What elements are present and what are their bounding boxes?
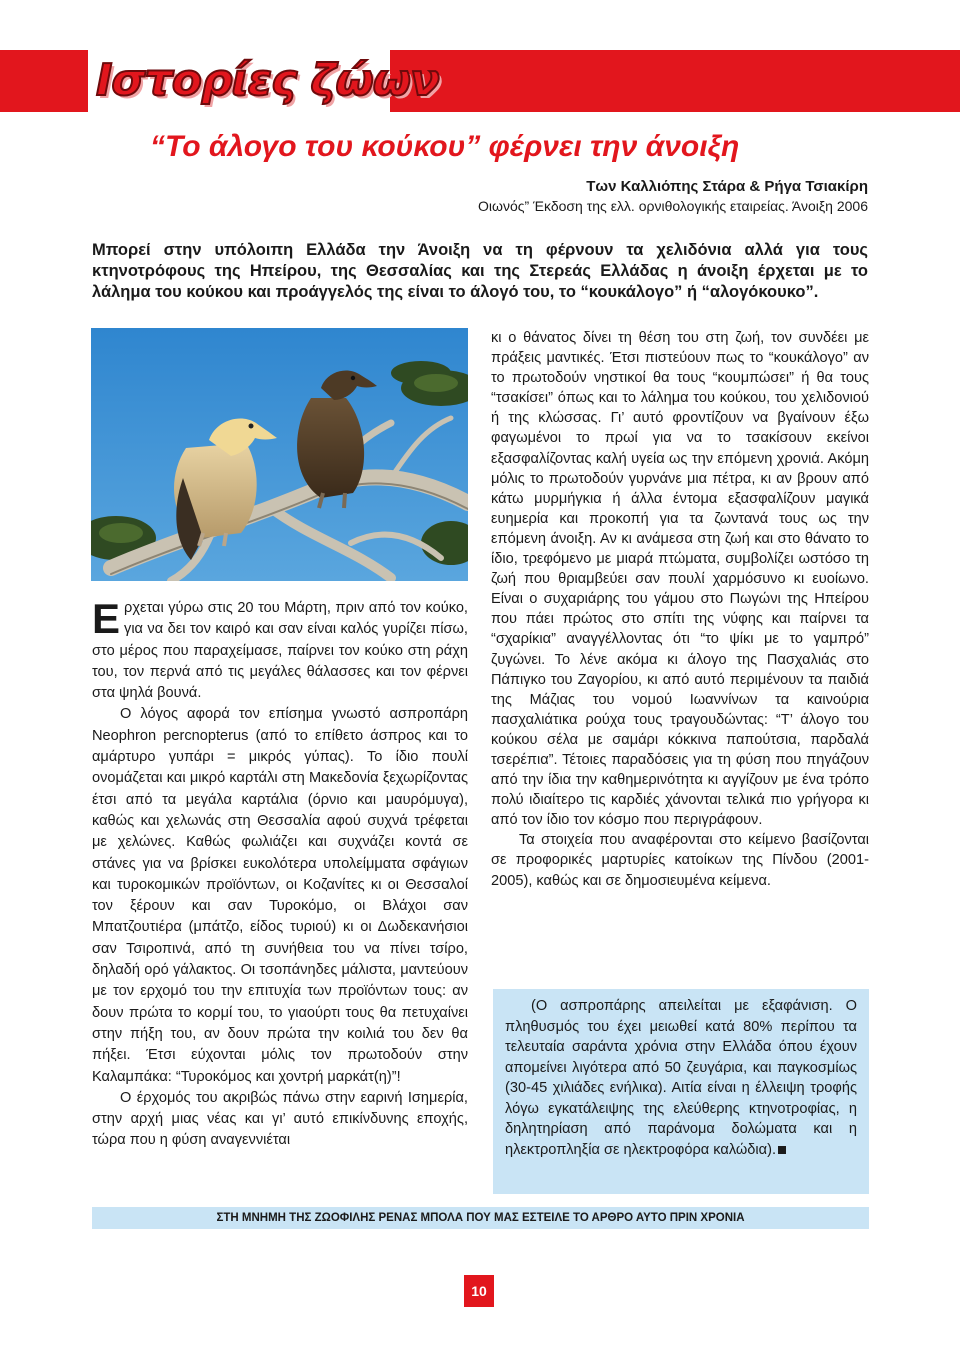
vultures-photo <box>91 328 468 581</box>
conservation-note-text: (Ο ασπροπάρης απειλείται με εξαφάνιση. Ο πληθυσμός του έχει μειωθεί κατά 80% περίπου τα τελευταία σαράντα χρόνια στην Ελλάδα όπου έχουν απομείνει λιγότερα από 50 ζευγάρια, και παγκοσμίως (30-45 χιλιάδες ενήλικα). Αιτία είναι η έλλειψη τροφής λόγω εγκατάλειψης της ελεύθερης κτηνοτροφίας, η δηλητηρίαση από παράνομα δολώματα και η ηλεκτροπληξία σε ηλεκτροφόρα καλώδια). <box>505 998 857 1158</box>
conservation-note-box <box>493 989 869 1194</box>
article-source: Οιωνός” Έκδοση της ελλ. ορνιθολογικής εταιρείας. Άνοιξη 2006 <box>478 198 868 214</box>
section-title: Ιστορίες ζώων <box>96 55 439 106</box>
left-paragraph-1-text: ρχεται γύρω στις 20 του Μάρτη, πριν από τον κούκο, για να δει τον καιρό και σαν είναι καλός γυρίζει πίσω, στο μέρος που παραχείμασε, παίρνει τον κούκο στη ράχη του, τον περνά από τις μεγάλες θάλασσες και τον φέρνει στα ψηλά βουνά. <box>92 600 468 702</box>
right-paragraph-2: Τα στοιχεία που αναφέρονται στο κείμενο βασίζονται σε προφορικές μαρτυρίες κατοίκων της Πίνδου (2001-2005), καθώς και σε δημοσιευμένα κείμενα. <box>491 832 869 889</box>
end-square-icon <box>778 1146 786 1154</box>
left-paragraph-3: Ο έρχομός του ακριβώς πάνω στην εαρινή Ισημερία, στην αρχή μιας νέας και γι’ αυτό επικίνδυνης εποχής, τώρα που η φύση αναγεννιέται <box>92 1089 468 1149</box>
left-column <box>92 595 468 1152</box>
vultures-photo-icon <box>91 328 468 581</box>
article-authors: Των Καλλιόπης Στάρα & Ρήγα Τσιακίρη <box>586 178 868 195</box>
right-column <box>491 328 869 891</box>
drop-cap: Ε <box>92 595 121 642</box>
left-paragraph-1 <box>92 595 468 704</box>
right-paragraph-1: κι ο θάνατος δίνει τη θέση του στη ζωή, τον συνδέει με πράξεις μαντικές. Έτσι πιστεύουν πως το “κουκάλογο” αν το πρωτοδούν νηστικοί θα τους “κουμπώσει” ή θα τους “τσακίσει” όπως και το λάλημα του κούκου, του χελιδονιού ή της κλώσσας. Γι’ αυτό φροντίζουν να βγαίνουν έξω φαγωμένοι το πρωί για να το τσακίσουν εκείνοι εξασφαλίζοντας καλή υγεία ως την επόμενη χρονιά. Ακόμη μόλις το πρωτοδούν γυρνάνε μια πέτρα, κι αν βρουν από κάτω μυρμήγκια ή άλλα έντομα εξασφαλίζουν μαγικά ευημερία και προκοπή για τα ζωντανά τους ως την επόμενη άνοιξη. Αν κι ανάμεσα στη ζωή και στο θάνατο το ίδιο, τρεφόμενο με μιαρά πτώματα, συμβολίζει ωστόσο τη ζωή που θριαμβεύει σαν πουλί χαρμόσυνο κι ευοίωνο. Είναι ο συχαριάρης του γάμου στο Πωγώνι της Ηπείρου που πάει πρώτος στο σπίτι της νύφης και παίρνει τα “σχαρίκια” αναγγέλλοντας ότι “το ψίκι με το γαμπρό” ζυγώνει. Το λένε ακόμα κι άλογο της Πασχαλιάς στο Πάπιγκο του Ζαγορίου, κι από αυτό περιμένουν τα παιδιά της Μάζιας του νομού Ιωαννίνων τα καινούρια πασχαλιάτικα ρούχα τους τραγουδώντας: “Τ’ άλογο του κούκου σέλα με σαμάρι κόκκινα παπούτσια, παρδαλά τσερέπια”. Τέτοιες παραδόσεις για τη φύση που πηγάζουν από την ίδια την καθημερινότητα κι αγγίζουν με ένα τρόπο πολύ ιδιαίτερο τις καρδιές χάνονται τελικά πιο γρήγορα κι από τον ίδιο τον κόσμο που περιγράφουν. <box>491 330 869 829</box>
article-title: “Το άλογο του κούκου” φέρνει την άνοιξη <box>150 130 740 163</box>
memorial-banner: ΣΤΗ ΜΝΗΜΗ ΤΗΣ ΖΩΟΦΙΛΗΣ ΡΕΝΑΣ ΜΠΟΛΑ ΠΟΥ ΜΑΣ ΕΣΤΕΙΛΕ ΤΟ ΑΡΘΡΟ ΑΥΤΟ ΠΡΙΝ ΧΡΟΝΙΑ <box>92 1207 869 1229</box>
left-paragraph-2: Ο λόγος αφορά τον επίσημα γνωστό ασπροπάρη Neophron percnopterus (από το επίθετο άσπρος και το αμάρτυρο γυπάρι = μικρός γύπας). Το ίδιο πουλί ονομάζεται και μικρό καρτάλι στη Μακεδονία ξεχωρίζοντας έτσι από τα μεγάλα καρτάλια (όρνιο και μαυρόμυγα), καθώς και χελωνάς στη Θεσσαλία αφού συχνά τρέφεται με χελώνες. Καθώς φωλιάζει και συχνάζει κοντά σε στάνες για να βρίσκει ευκολότερα υπολείμματα σφάγιων και τυροκομικών προϊόντων, οι Κοζανίτες κι οι Θεσσαλοί τον ξέρουν και σαν Τυροκόμο, οι Βλάχοι σαν Μπατζουτιέρα (μπάτζο, είδος τυριού) κι οι Δωδεκανήσιοι σαν Τσιροπινά, από τη συνήθεια του να πίνει τσίρο, δηλαδή ορό γάλακτος. Οι τσοπάνηδες μάλιστα, μαντεύουν με τον ερχομό του την επιτυχία των προϊόντων τους: αν δουν πρώτα το κορμί του, το γιαούρτι τους θα πετυχαίνει στην πήξη του, αν δουν πρώτα την κοιλιά του δεν θα πήξει. Έτσι εύχονται μόλις τον πρωτοδούν στην Καλαμπάκα: “Τυροκόμος και χοντρή μαρκάτ(η)”! <box>92 706 468 1085</box>
article-lead: Μπορεί στην υπόλοιπη Ελλάδα την Άνοιξη να τη φέρνουν τα χελιδόνια αλλά για τους κτηνοτρόφους της Ηπείρου, της Θεσσαλίας και της Στερεάς Ελλάδας η άνοιξη έρχεται με το λάλημα του κούκου και προάγγελός της είναι το άλογό του, το “κουκάλογο” ή “αλογόκουκο”. <box>92 241 868 301</box>
page-number: 10 <box>464 1275 494 1307</box>
conservation-note <box>505 996 857 1160</box>
